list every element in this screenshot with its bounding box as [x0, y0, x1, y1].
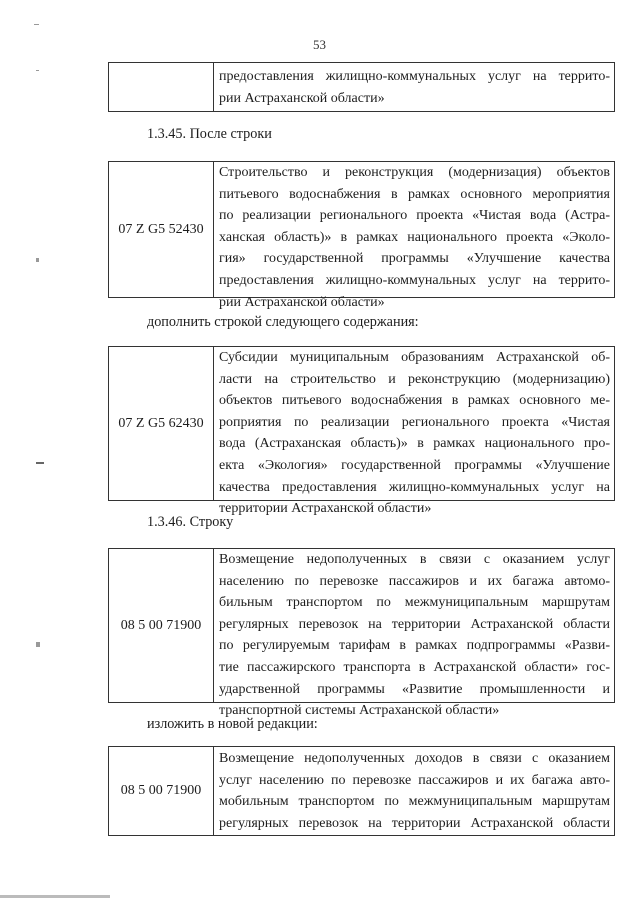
description-line: качества предоставления жилищно-коммунальных услуг на	[219, 479, 610, 495]
description-line: Возмещение недополученных в связи с оказанием услуг	[219, 552, 610, 567]
scan-mark	[36, 642, 40, 647]
paragraph: 1.3.46. Строку	[147, 514, 234, 530]
description-line: ханская область)» в рамках национального проекта «Эколо-	[219, 229, 610, 245]
table-row	[108, 746, 615, 836]
description-line: бильным транспортом по межмуниципальным маршрутам	[219, 595, 610, 611]
description-line: ударственной программы «Развитие промышленности и	[219, 681, 610, 697]
description-line: питьевого водоснабжения в рамках основного мероприятия	[219, 186, 610, 202]
budget-code-cell: 07 Z G5 62430	[109, 347, 214, 500]
description-cell	[214, 747, 614, 835]
description-line: предоставления жилищно-коммунальных услуг на террито-	[219, 272, 610, 288]
description-line: объектов питьевого водоснабжения в рамках основного ме-	[219, 393, 610, 409]
description-line: Возмещение недополученных доходов в связи с оказанием	[219, 751, 610, 766]
scan-mark	[36, 258, 39, 262]
table-row	[108, 548, 615, 719]
description-line: предоставления жилищно-коммунальных услуг на террито-	[219, 69, 610, 84]
description-cell	[214, 162, 614, 310]
scan-mark	[36, 462, 44, 464]
description-line: по регулируемым тарифам в рамках подпрограммы «Разви-	[219, 638, 610, 654]
scan-mark	[36, 70, 39, 71]
scan-edge-strip	[0, 895, 110, 898]
page-number: 53	[313, 37, 326, 52]
description-line: тие пассажирского транспорта в Астраханской области» гос-	[219, 659, 610, 675]
description-line: рии Астраханской области»	[219, 294, 385, 310]
budget-code-cell: 08 5 00 71900	[109, 549, 214, 702]
description-line: гия» государственной программы «Улучшение качества	[219, 251, 610, 267]
description-line: территории Астраханской области»	[219, 501, 432, 517]
description-line: ласти на строительство и реконструкцию (модернизацию)	[219, 371, 610, 387]
budget-code-cell	[109, 63, 214, 111]
description-line: регулярных перевозок на территории Астраханской области	[219, 815, 610, 831]
table-row	[108, 62, 615, 112]
budget-code-cell: 08 5 00 71900	[109, 747, 214, 835]
description-cell	[214, 63, 614, 111]
description-line: роприятия по реализации регионального проекта «Чистая	[219, 414, 610, 430]
paragraph: 1.3.45. После строки	[147, 126, 272, 142]
description-line: услуг населению по перевозке пассажиров и их багажа авто-	[219, 772, 610, 788]
description-line: транспортной системы Астраханской области»	[219, 703, 500, 719]
description-cell	[214, 549, 614, 719]
description-line: Субсидии муниципальным образованиям Астраханской об-	[219, 350, 610, 365]
description-line: по реализации регионального проекта «Чистая вода (Астра-	[219, 208, 610, 224]
description-line: екта «Экология» государственной программы «Улучшение	[219, 457, 610, 473]
paragraph: изложить в новой редакции:	[147, 716, 318, 732]
description-line: Строительство и реконструкция (модернизация) объектов	[219, 165, 610, 180]
description-line: населению по перевозке пассажиров и их багажа автомо-	[219, 573, 610, 589]
description-line: регулярных перевозок на территории Астраханской области	[219, 616, 610, 632]
description-line: рии Астраханской области»	[219, 90, 385, 106]
description-cell	[214, 347, 614, 517]
paragraph: дополнить строкой следующего содержания:	[147, 314, 419, 330]
description-line: вода (Астраханская область)» в рамках национального про-	[219, 436, 610, 452]
description-line: мобильным транспортом по межмуниципальным маршрутам	[219, 794, 610, 810]
table-row	[108, 346, 615, 517]
scan-mark	[34, 24, 39, 25]
budget-code-cell: 07 Z G5 52430	[109, 162, 214, 297]
table-row	[108, 161, 615, 310]
